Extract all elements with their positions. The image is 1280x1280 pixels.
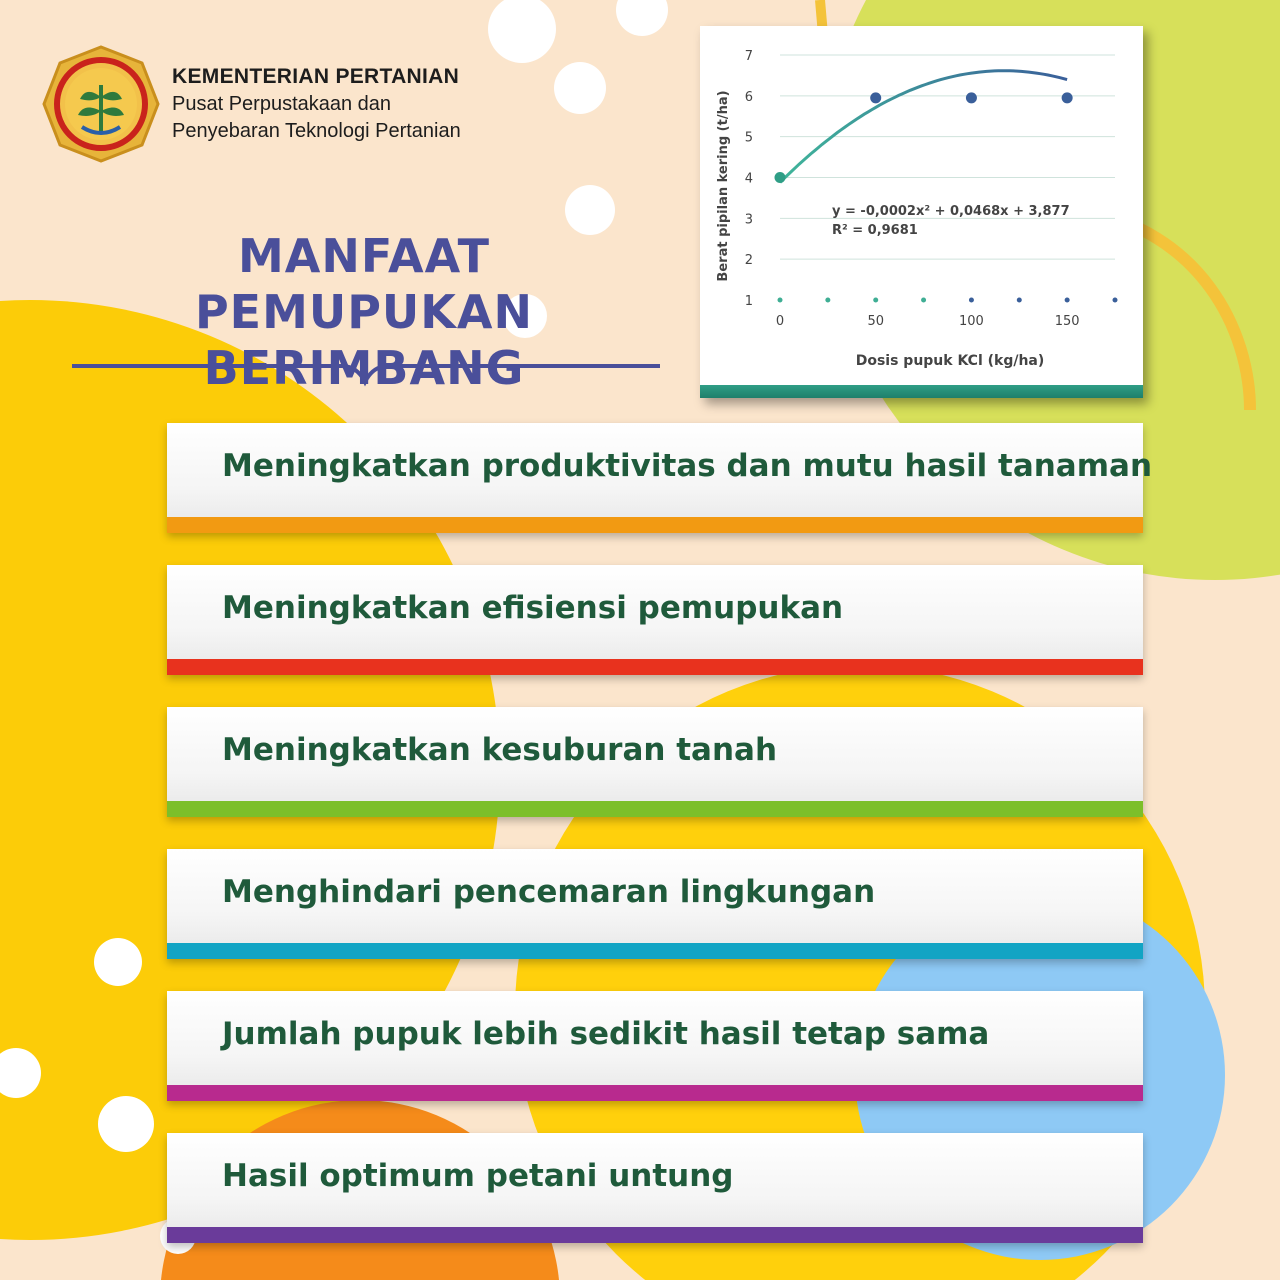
title-line2: BERIMBANG [203, 341, 525, 395]
chart-r-squared: R² = 0,9681 [832, 223, 918, 238]
ministry-name: KEMENTERIAN PERTANIAN [172, 65, 460, 88]
chart-x-tick-label: 50 [867, 314, 884, 329]
chart-equation: y = -0,0002x² + 0,0468x + 3,877 [832, 204, 1070, 219]
benefit-item [167, 849, 1143, 959]
benefit-color-bar [167, 517, 1143, 533]
chart-y-tick-label: 5 [744, 130, 753, 146]
chart-y-tick-label: 2 [744, 253, 753, 269]
chart-baseline-marker [778, 298, 783, 303]
chart-y-tick-label: 3 [744, 212, 753, 228]
chart-y-tick-label: 7 [744, 49, 753, 64]
chart-card-accent-bar [700, 385, 1143, 398]
title-underline [72, 360, 662, 390]
chart-card [700, 26, 1143, 398]
ministry-logo-icon [42, 45, 160, 163]
chart-x-tick-label: 0 [775, 314, 785, 329]
benefit-color-bar [167, 1227, 1143, 1243]
chart-data-point [966, 92, 977, 103]
chart-baseline-marker [825, 298, 830, 303]
yield-chart [700, 26, 1143, 398]
chart-baseline-marker [1065, 298, 1070, 303]
benefit-label: Meningkatkan kesuburan tanah [222, 732, 778, 768]
benefit-color-bar [167, 1085, 1143, 1101]
benefit-label: Meningkatkan produktivitas dan mutu hasil tanaman [222, 448, 1153, 484]
benefit-item [167, 423, 1153, 533]
chart-x-axis-label: Dosis pupuk KCl (kg/ha) [855, 353, 1045, 369]
chart-data-point [775, 172, 786, 183]
benefit-item [167, 991, 1143, 1101]
benefit-label: Menghindari pencemaran lingkungan [222, 874, 876, 910]
chart-y-tick-label: 6 [744, 89, 753, 105]
title-line1: MANFAAT PEMUPUKAN [194, 229, 534, 339]
chart-trendline [780, 71, 1067, 183]
chart-y-tick-label: 4 [744, 171, 753, 187]
chart-baseline-marker [1017, 298, 1022, 303]
benefit-item [167, 1133, 1143, 1243]
chart-baseline-marker [873, 298, 878, 303]
benefit-label: Hasil optimum petani untung [222, 1158, 734, 1194]
benefit-color-bar [167, 801, 1143, 817]
chart-y-tick-label: 1 [744, 294, 753, 309]
ministry-header [42, 45, 461, 163]
unit-name-line2: Penyebaran Teknologi Pertanian [172, 120, 461, 142]
chart-x-tick-label: 100 [959, 314, 984, 329]
benefit-label: Jumlah pupuk lebih sedikit hasil tetap sama [222, 1016, 990, 1052]
benefit-color-bar [167, 943, 1143, 959]
benefit-color-bar [167, 659, 1143, 675]
chart-data-point [1062, 92, 1073, 103]
benefit-item [167, 565, 1143, 675]
benefit-label: Meningkatkan efisiensi pemupukan [222, 590, 844, 626]
unit-name-line1: Pusat Perpustakaan dan [172, 93, 392, 115]
chart-baseline-marker [1113, 298, 1118, 303]
benefit-item [167, 707, 1143, 817]
chart-data-point [870, 92, 881, 103]
chart-y-axis-label: Berat pipilan kering (t/ha) [716, 90, 731, 282]
chart-baseline-marker [969, 298, 974, 303]
chart-x-tick-label: 150 [1054, 314, 1080, 329]
chart-baseline-marker [921, 298, 926, 303]
